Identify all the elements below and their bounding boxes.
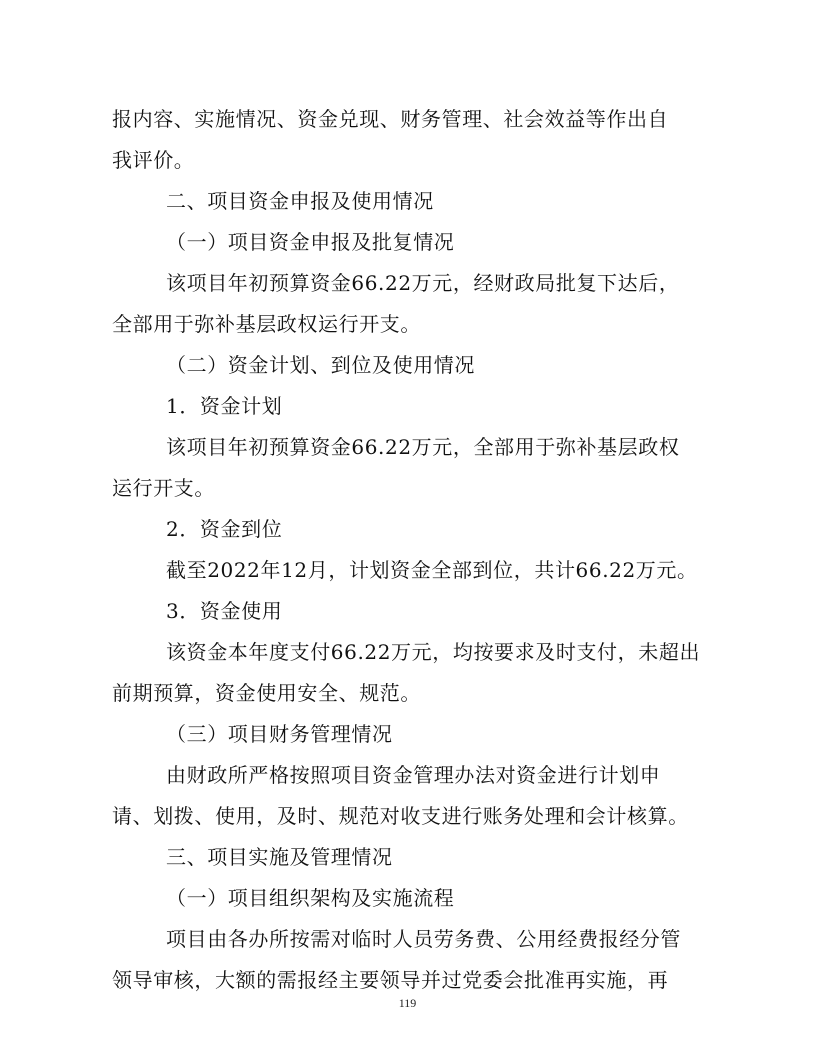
page-number: 119	[398, 996, 417, 1010]
text-line: 由财政所严格按照项目资金管理办法对资金进行计划申	[166, 763, 661, 787]
subsection-heading: （一）项目资金申报及批复情况	[166, 230, 455, 254]
text-line: 该资金本年度支付66.22万元，均按要求及时支付，未超出	[166, 640, 701, 664]
text-line: 报内容、实施情况、资金兑现、财务管理、社会效益等作出自	[112, 107, 669, 131]
text-line: 该项目年初预算资金66.22万元，经财政局批复下达后，	[166, 271, 680, 295]
text-line: 全部用于弥补基层政权运行开支。	[112, 312, 421, 336]
text-line: 该项目年初预算资金66.22万元，全部用于弥补基层政权	[166, 435, 680, 459]
text-line: 前期预算，资金使用安全、规范。	[112, 681, 421, 705]
text-line: 请、划拨、使用，及时、规范对收支进行账务处理和会计核算。	[112, 804, 689, 828]
text-line: 截至2022年12月，计划资金全部到位，共计66.22万元。	[166, 558, 698, 582]
section-heading: 三、项目实施及管理情况	[166, 845, 393, 869]
text-line: 我评价。	[112, 148, 195, 172]
item-heading: 3．资金使用	[166, 599, 283, 623]
text-line: 领导审核，大额的需报经主要领导并过党委会批准再实施，再	[112, 968, 669, 992]
item-heading: 1．资金计划	[166, 394, 283, 418]
subsection-heading: （一）项目组织架构及实施流程	[166, 886, 455, 910]
text-line: 项目由各办所按需对临时人员劳务费、公用经费报经分管	[166, 927, 681, 951]
text-line: 运行开支。	[112, 476, 215, 500]
subsection-heading: （二）资金计划、到位及使用情况	[166, 353, 475, 377]
section-heading: 二、项目资金申报及使用情况	[166, 189, 434, 213]
item-heading: 2．资金到位	[166, 517, 283, 541]
subsection-heading: （三）项目财务管理情况	[166, 722, 393, 746]
